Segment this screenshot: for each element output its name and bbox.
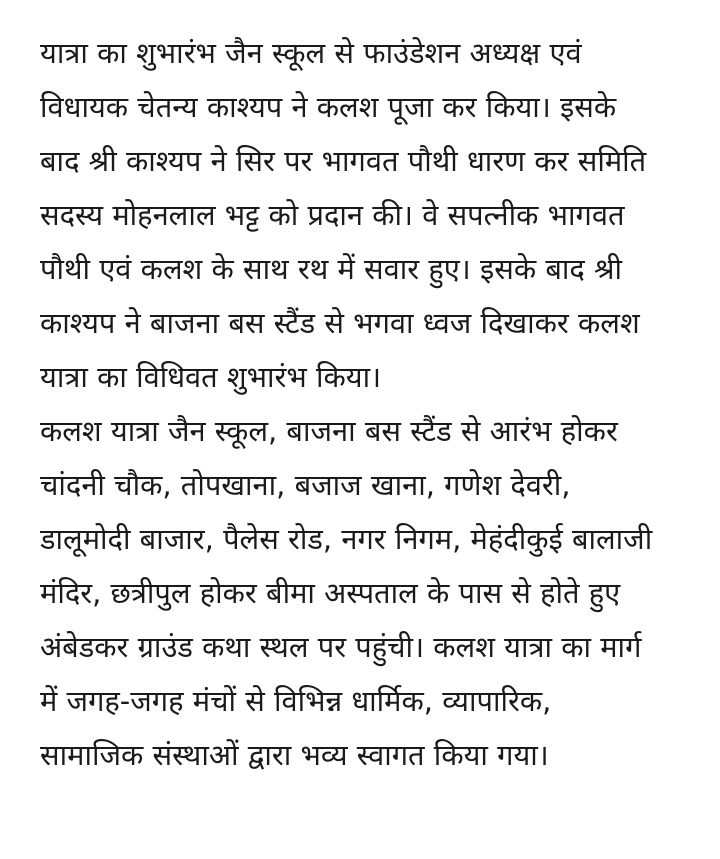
text-line: मंदिर, छत्रीपुल होकर बीमा अस्पताल के पास से होते हुए [40,576,621,610]
text-line: कलश यात्रा जैन स्कूल, बाजना बस स्टैंड से आरंभ होकर [40,414,618,448]
text-line: यात्रा का विधिवत शुभारंभ किया। [40,360,382,394]
text-line: चांदनी चौक, तोपखाना, बजाज खाना, गणेश देवरी, [40,468,571,502]
text-line: विधायक चेतन्य काश्यप ने कलश पूजा कर किया। इसके [40,90,617,124]
text-line: सामाजिक संस्थाओं द्वारा भव्य स्वागत किया गया। [40,738,549,772]
text-line: में जगह-जगह मंचों से विभिन्न धार्मिक, व्यापारिक, [40,684,552,718]
text-line: काश्यप ने बाजना बस स्टैंड से भगवा ध्वज दिखाकर कलश [40,306,640,340]
text-line: अंबेडकर ग्राउंड कथा स्थल पर पहुंची। कलश यात्रा का मार्ग [40,630,642,664]
text-line: बाद श्री काश्यप ने सिर पर भागवत पौथी धारण कर समिति [40,144,647,178]
text-line: डालूमोदी बाजार, पैलेस रोड, नगर निगम, मेहंदीकुई बालाजी [40,522,653,556]
article-text [40,26,700,782]
text-line: पौथी एवं कलश के साथ रथ में सवार हुए। इसके बाद श्री [40,252,623,286]
text-line: सदस्य मोहनलाल भट्ट को प्रदान की। वे सपत्नीक भागवत [40,198,625,232]
text-line: यात्रा का शुभारंभ जैन स्कूल से फाउंडेशन अध्यक्ष एवं [40,36,582,70]
